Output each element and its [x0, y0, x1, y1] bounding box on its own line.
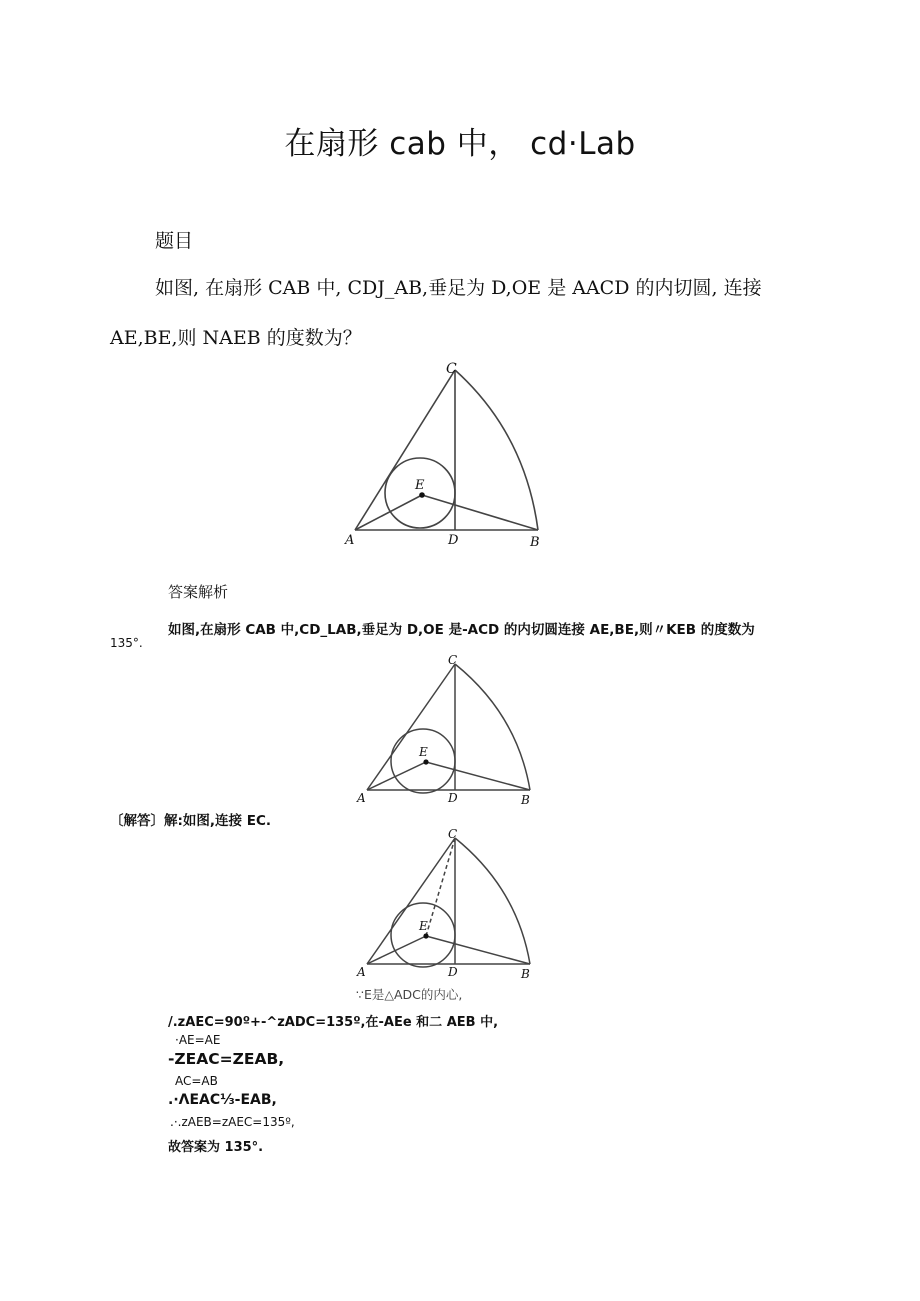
label-c: C	[448, 827, 458, 841]
segment-ec-dashed	[426, 838, 455, 936]
label-a: A	[357, 791, 366, 805]
sector-figure-question	[345, 358, 550, 553]
solution-final-answer: 故答案为 135°.	[168, 1140, 264, 1155]
label-d: D	[448, 791, 458, 805]
question-text-line-1: 如图, 在扇形 CAB 中, CDJ_AB,垂足为 D,OE 是 AACD 的内切圆, 连接	[155, 277, 762, 299]
label-c: C	[448, 653, 458, 667]
segment-ac	[355, 370, 455, 530]
solution-step: .·ΛEAC⅓-EAB,	[168, 1092, 277, 1108]
figure-caption: ∵E是△ADC的内心,	[356, 987, 463, 1002]
label-e: E	[419, 919, 428, 933]
answer-text-line-2: 135°.	[110, 636, 143, 650]
label-a: A	[357, 965, 366, 979]
question-text-line-2: AE,BE,则 NAEB 的度数为？	[110, 327, 362, 349]
arc-cb	[455, 370, 538, 530]
answer-heading: 答案解析	[168, 583, 229, 601]
incircle	[385, 458, 455, 528]
label-c: C	[446, 361, 457, 377]
solution-step: /.zAEC=90º+-^zADC=135º,在-AEe 和二 AEB 中,	[168, 1015, 499, 1030]
label-e: E	[415, 478, 425, 493]
sector-figure-answer	[355, 652, 540, 807]
sector-figure-solution	[355, 826, 540, 981]
label-b: B	[530, 535, 540, 550]
label-b: B	[521, 967, 530, 981]
page-title: 在扇形 cab 中， cd·Lab	[284, 126, 636, 162]
solution-intro: 〔解答〕解:如图,连接 EC.	[110, 813, 271, 829]
solution-step: ·AE=AE	[175, 1033, 221, 1047]
label-e: E	[419, 745, 428, 759]
label-d: D	[448, 965, 458, 979]
answer-text-line-1: 如图,在扇形 CAB 中,CD_LAB,垂足为 D,OE 是-ACD 的内切圆连接 AE,BE,则〃KEB 的度数为	[168, 622, 755, 638]
label-d: D	[448, 533, 459, 548]
label-a: A	[345, 533, 355, 548]
solution-step: AC=AB	[175, 1074, 218, 1088]
segment-be	[422, 495, 538, 530]
label-b: B	[521, 793, 530, 807]
point-e	[419, 492, 425, 498]
solution-step: .·.zAEB=zAEC=135º,	[170, 1115, 295, 1129]
question-heading: 题目	[155, 230, 194, 252]
solution-step: -ZEAC=ZEAB,	[168, 1050, 285, 1068]
